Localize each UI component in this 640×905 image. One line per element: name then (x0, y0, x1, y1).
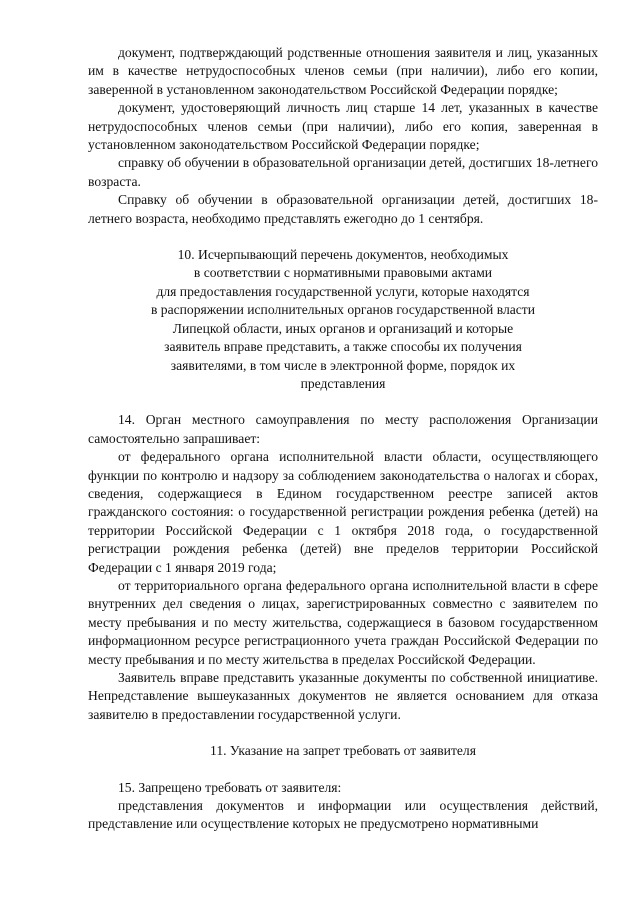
heading-line: Липецкой области, иных органов и организаций и которые (172, 320, 514, 336)
paragraph-study-certificate: справку об обучении в образовательной организации детей, достигших 18-летнего возраста. (88, 155, 598, 189)
heading-line: заявителями, в том числе в электронной форме, порядок их (170, 357, 516, 373)
paragraph-own-initiative: Заявитель вправе представить указанные документы по собственной инициативе. Непредставление вышеуказанных документов не является основанием для отказа заявителю в предоставлении государственной услуги. (88, 670, 598, 722)
heading-line: представления (300, 375, 386, 391)
paragraph-relationship-docs: документ, подтверждающий родственные отношения заявителя и лиц, указанных им в качестве нетрудоспособных членов семьи (при наличии), либо его копии, заверенной в установленном законодательством Российской Федерации порядке; (88, 45, 598, 97)
paragraph-identity-docs: документ, удостоверяющий личность лиц старше 14 лет, указанных в качестве нетрудоспособных членов семьи (при наличии), либо его копия, заверенная в установленном законодательством Российской Федерации порядке; (88, 100, 598, 153)
section-11-heading: 11. Указание на запрет требовать от заявителя (210, 743, 476, 759)
paragraph-internal-affairs: от территориального органа федерального органа исполнительной власти в сфере внутренних дел сведения о лицах, зарегистрированных совместно с заявителем по месту пребывания и по месту жительства, содержащиеся в базовом государственном информационном ресурсе регистрационного учета граждан Российской Федерации по месту пребывания и по месту жительства в пределах Российской Федерации. (88, 577, 598, 667)
paragraph-tax-authority: от федерального органа исполнительной власти области, осуществляющего функции по контролю и надзору за соблюдением законодательства о налогах и сборах, сведения, содержащиеся в Едином государственном реестре записей актов гражданского состояния: о государственной регистрации рождения ребенка (детей) на территории Российской Федерации с 1 октября 2018 года, о государственной регистрации рождения ребенка (детей) вне пределов территории Российской Федерации с 1 января 2019 года; (88, 449, 598, 575)
paragraph-study-certificate-annual: Справку об обучении в образовательной организации детей, достигших 18-летнего возраста, необходимо представлять ежегодно до 1 сентября. (88, 192, 598, 226)
heading-line: для предоставления государственной услуги, которые находятся (156, 283, 530, 299)
paragraph-14: 14. Орган местного самоуправления по месту расположения Организации самостоятельно запрашивает: (88, 412, 598, 446)
paragraph-prohibited-requirements: представления документов и информации или осуществления действий, представление или осуществление которых не предусмотрено нормативными (88, 798, 598, 832)
heading-line: в распоряжении исполнительных органов государственной власти (150, 302, 536, 318)
heading-line: заявитель вправе представить, а также способы их получения (164, 339, 522, 355)
document-page (88, 44, 598, 834)
heading-line: 10. Исчерпывающий перечень документов, необходимых (177, 247, 509, 263)
heading-line: в соответствии с нормативными правовыми актами (193, 265, 493, 281)
section-10-heading (88, 246, 598, 393)
paragraph-15: 15. Запрещено требовать от заявителя: (118, 779, 342, 795)
